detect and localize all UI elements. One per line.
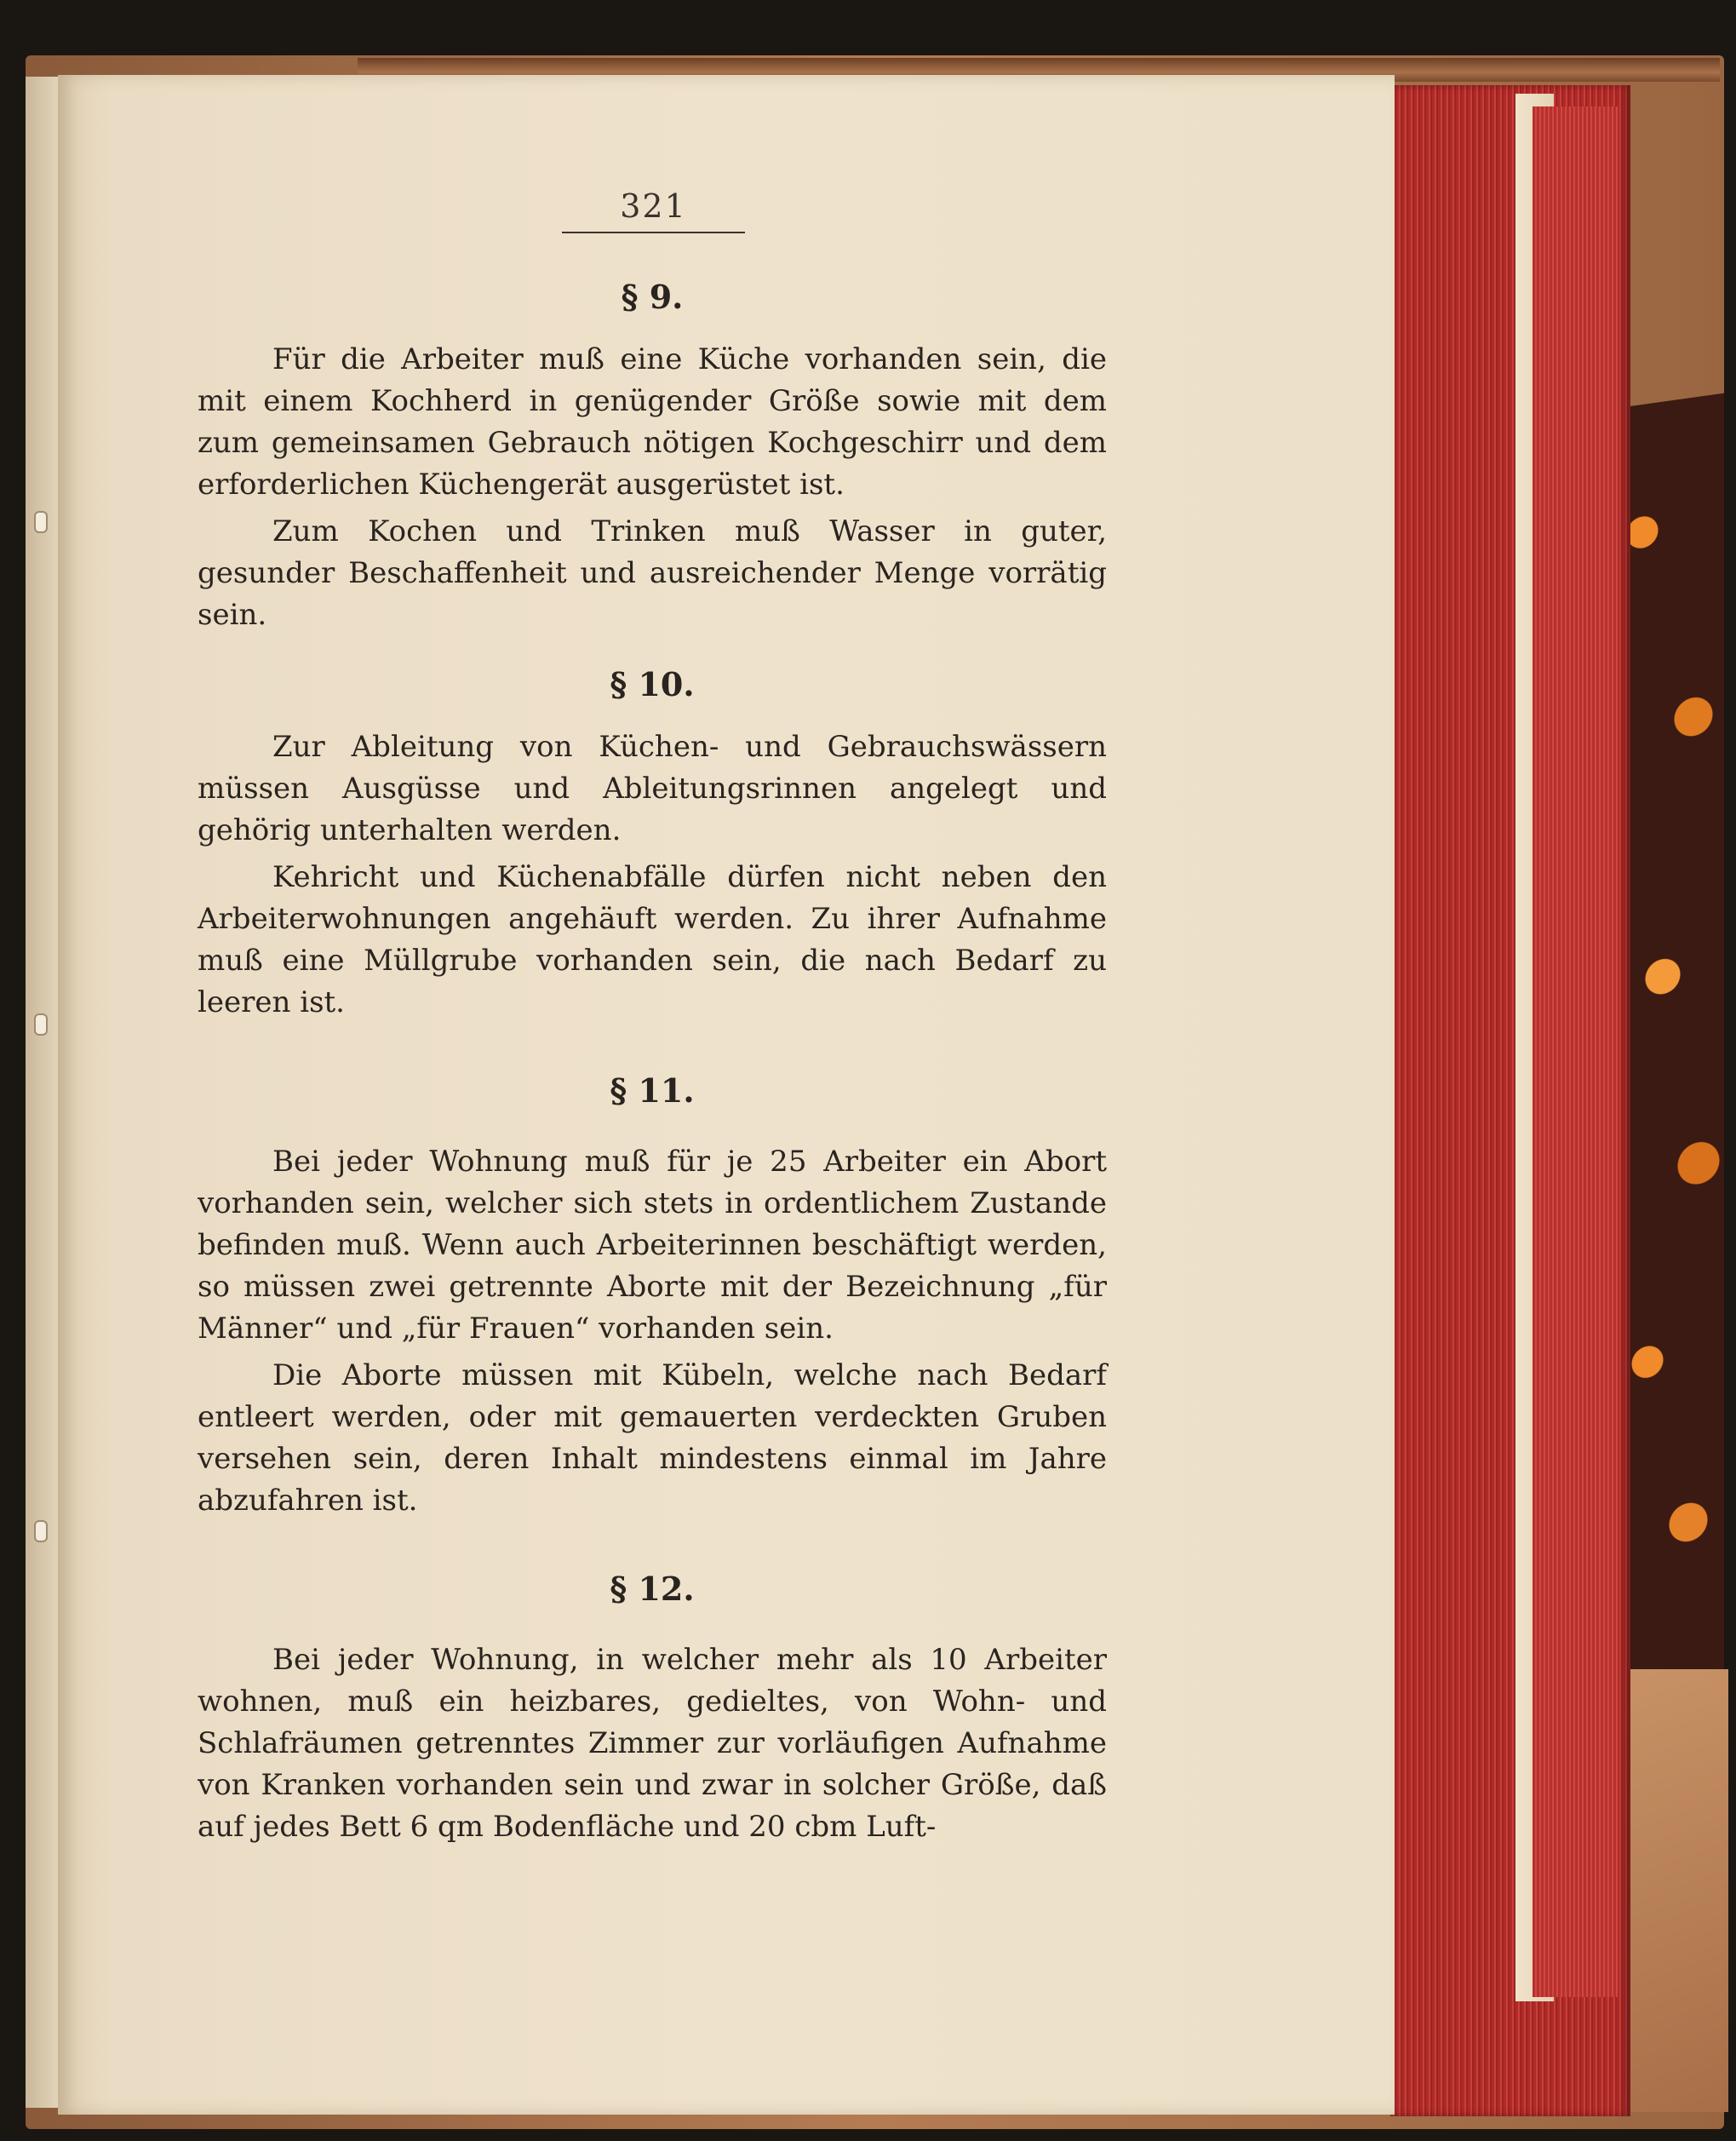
paragraph: Zur Ableitung von Küchen- und Gebrauchswässern müssen Ausgüsse und Ableitungsrinnen angelegt und gehörig unterhalten werden. bbox=[198, 730, 1107, 847]
binding-stitch bbox=[34, 1013, 48, 1036]
paragraph: Zum Kochen und Trinken muß Wasser in guter, gesunder Beschaffenheit und ausreichender Menge vorrätig sein. bbox=[198, 514, 1107, 632]
section-12 bbox=[198, 1570, 1107, 1848]
page-text-block bbox=[198, 186, 1107, 1848]
section-title: § 12. bbox=[610, 1570, 695, 1608]
section-title: § 9. bbox=[621, 278, 684, 316]
paragraph: Für die Arbeiter muß eine Küche vorhanden sein, die mit einem Kochherd in genügender Größe sowie mit dem zum gemeinsamen Gebrauch nötigen Kochgeschirr und dem erforderlichen Küchengerät ausgerüstet ist. bbox=[198, 342, 1107, 502]
marbled-cover-strip bbox=[1622, 393, 1724, 1685]
leather-corner bbox=[1618, 1669, 1728, 2112]
section-title: § 10. bbox=[610, 665, 695, 703]
paragraph: Die Aborte müssen mit Kübeln, welche nach Bedarf entleert werden, oder mit gemauerten verdeckten Gruben versehen sein, deren Inhalt mindestens einmal im Jahre abzufahren ist. bbox=[198, 1358, 1107, 1518]
paragraph: Kehricht und Küchenabfälle dürfen nicht neben den Arbeiterwohnungen angehäuft werden. Zu ihrer Aufnahme muß eine Müllgrube vorhanden sein, die nach Bedarf zu leeren ist. bbox=[198, 860, 1107, 1019]
section-9 bbox=[198, 278, 1107, 636]
binding-stitch bbox=[34, 1520, 48, 1542]
section-10 bbox=[198, 665, 1107, 1024]
paragraph: Bei jeder Wohnung muß für je 25 Arbeiter ein Abort vorhanden sein, welcher sich stets in ordentlichem Zustande befinden muß. Wenn auch Arbeiterinnen beschäftigt werden, so müssen zwei getrennte Aborte mit der Bezeichnung „für Männer“ und „für Frauen“ vorhanden sein. bbox=[198, 1145, 1107, 1346]
section-title: § 11. bbox=[610, 1071, 695, 1110]
paragraph: Bei jeder Wohnung, in welcher mehr als 10 Arbeiter wohnen, muß ein heizbares, gedieltes, von Wohn- und Schlafräumen getrenntes Zimmer zur vorläufigen Aufnahme von Kranken vorhanden sein und zwar in solcher Größe, daß auf jedes Bett 6 qm Bodenfläche und 20 cbm Luft- bbox=[198, 1643, 1107, 1844]
section-11 bbox=[198, 1071, 1107, 1522]
page-number: 321 bbox=[562, 187, 745, 233]
red-page-edges-inner bbox=[1533, 106, 1618, 1997]
previous-page-edge bbox=[26, 77, 60, 2108]
binding-stitch bbox=[34, 511, 48, 533]
